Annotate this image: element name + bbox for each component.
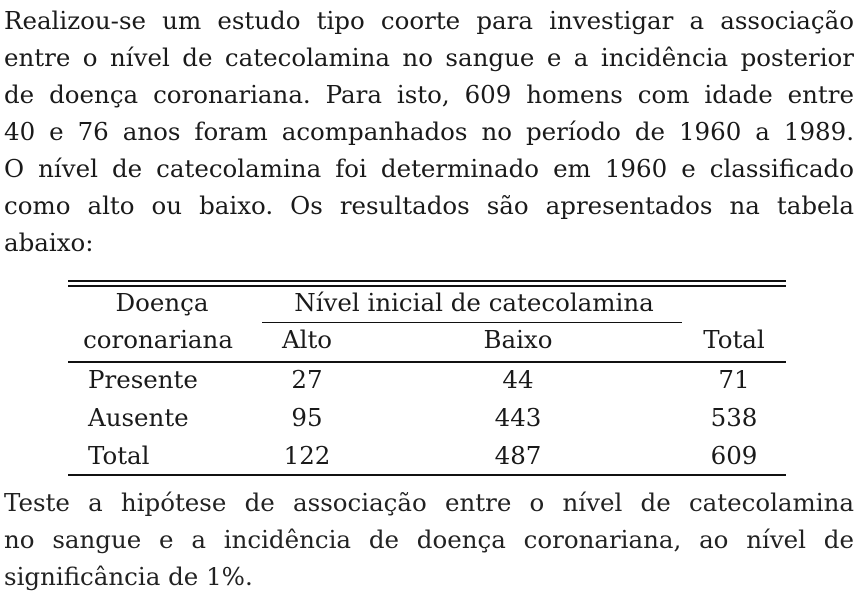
question-line: Teste a hipótese de associação entre o nível de catecolamina xyxy=(4,488,854,517)
table-bottom-rule xyxy=(68,474,786,476)
group-header: Nível inicial de catecolamina xyxy=(294,288,654,317)
cell-total: 71 xyxy=(718,365,750,394)
cell-alto: 122 xyxy=(283,441,331,470)
row-label: Ausente xyxy=(88,403,189,432)
row-label: Total xyxy=(88,441,150,470)
intro-line: O nível de catecolamina foi determinado em 1960 e classificado xyxy=(4,154,854,183)
column-header-alto: Alto xyxy=(281,325,333,354)
intro-line: abaixo: xyxy=(4,228,94,257)
problem-statement xyxy=(4,2,854,261)
question-line: significância de 1%. xyxy=(4,562,253,591)
table-mid-rule xyxy=(68,361,786,363)
row-header-top: Doença xyxy=(115,288,209,317)
intro-line: entre o nível de catecolamina no sangue e a incidência posterior xyxy=(4,43,854,72)
cell-total: 609 xyxy=(710,441,758,470)
column-header-total: Total xyxy=(703,325,765,354)
table-top-rule xyxy=(68,280,786,282)
table-top-rule-inner xyxy=(68,285,786,287)
question-text xyxy=(4,484,854,595)
cell-alto: 95 xyxy=(291,403,323,432)
cell-baixo: 443 xyxy=(494,403,542,432)
question-line: no sangue e a incidência de doença coronariana, ao nível de xyxy=(4,525,854,554)
cell-baixo: 487 xyxy=(494,441,542,470)
group-header-rule xyxy=(262,322,682,323)
cell-alto: 27 xyxy=(291,365,323,394)
intro-line: 40 e 76 anos foram acompanhados no período de 1960 a 1989. xyxy=(4,117,854,146)
cell-total: 538 xyxy=(710,403,758,432)
intro-line: de doença coronariana. Para isto, 609 homens com idade entre xyxy=(4,80,854,109)
intro-line: como alto ou baixo. Os resultados são apresentados na tabela xyxy=(4,191,854,220)
contingency-table xyxy=(68,280,786,476)
row-header-bottom: coronariana xyxy=(83,325,233,354)
cell-baixo: 44 xyxy=(502,365,534,394)
column-header-baixo: Baixo xyxy=(483,325,553,354)
row-label: Presente xyxy=(88,365,198,394)
intro-line: Realizou-se um estudo tipo coorte para investigar a associação xyxy=(4,6,854,35)
